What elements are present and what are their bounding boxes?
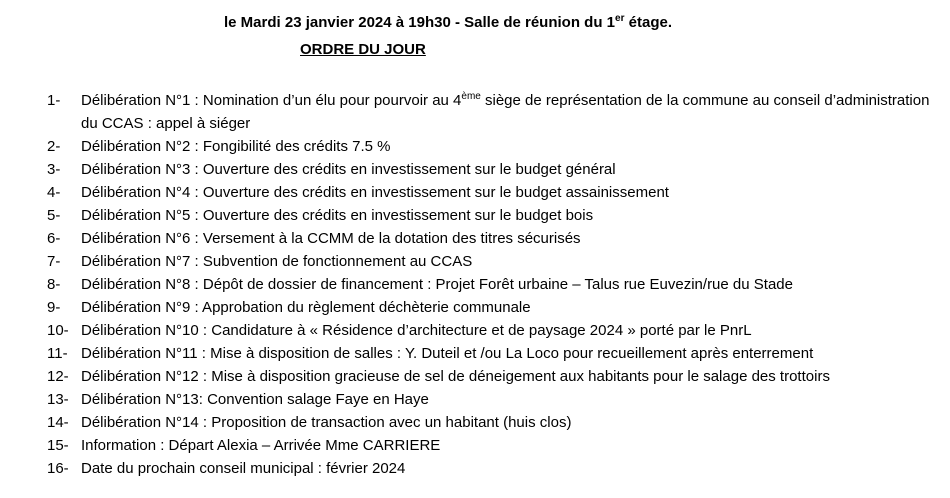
agenda-item-text: Délibération N°13: Convention salage Faye en Haye bbox=[81, 391, 429, 408]
agenda-item-text: Date du prochain conseil municipal : février 2024 bbox=[81, 460, 406, 477]
agenda-item-text: Délibération N°8 : Dépôt de dossier de financement : Projet Forêt urbaine – Talus rue Euvezin/rue du Stade bbox=[81, 276, 793, 293]
agenda-item-number: 7- bbox=[47, 253, 61, 270]
agenda-item-text bbox=[81, 92, 929, 132]
agenda-item-number: 11- bbox=[47, 345, 68, 362]
agenda-item-number: 16- bbox=[47, 460, 69, 477]
agenda-item-number: 3- bbox=[47, 161, 61, 178]
agenda-item-text: Délibération N°12 : Mise à disposition gracieuse de sel de déneigement aux habitants pour le salage des trottoirs bbox=[81, 368, 830, 385]
agenda-item-superscript: ème bbox=[461, 91, 481, 102]
agenda-item bbox=[0, 342, 950, 365]
agenda-item bbox=[0, 388, 950, 411]
meeting-line-superscript: er bbox=[615, 13, 625, 24]
agenda-item bbox=[0, 296, 950, 319]
agenda-item bbox=[0, 250, 950, 273]
agenda-item-number: 8- bbox=[47, 276, 61, 293]
agenda-list bbox=[0, 89, 950, 480]
agenda-item bbox=[0, 434, 950, 457]
agenda-item-text: Délibération N°3 : Ouverture des crédits en investissement sur le budget général bbox=[81, 161, 616, 178]
agenda-item bbox=[0, 411, 950, 434]
agenda-item bbox=[0, 273, 950, 296]
agenda-item bbox=[0, 158, 950, 181]
agenda-item-text: Délibération N°5 : Ouverture des crédits en investissement sur le budget bois bbox=[81, 207, 594, 224]
agenda-item bbox=[0, 227, 950, 250]
agenda-item-text: Délibération N°9 : Approbation du règlement déchèterie communale bbox=[81, 299, 531, 316]
agenda-item bbox=[0, 457, 950, 480]
agenda-item-number: 4- bbox=[47, 184, 61, 201]
agenda-item bbox=[0, 181, 950, 204]
agenda-item-number: 2- bbox=[47, 138, 61, 155]
meeting-header bbox=[0, 14, 950, 31]
agenda-item-text: Délibération N°14 : Proposition de transaction avec un habitant (huis clos) bbox=[81, 414, 572, 431]
agenda-item-text: Information : Départ Alexia – Arrivée Mme CARRIERE bbox=[81, 437, 441, 454]
agenda-item-text: Délibération N°7 : Subvention de fonctionnement au CCAS bbox=[81, 253, 473, 270]
agenda-item bbox=[0, 135, 950, 158]
agenda-item bbox=[0, 89, 950, 135]
agenda-item-text: Délibération N°2 : Fongibilité des crédits 7.5 % bbox=[81, 138, 391, 155]
meeting-line bbox=[224, 14, 672, 31]
agenda-item-text: Délibération N°6 : Versement à la CCMM de la dotation des titres sécurisés bbox=[81, 230, 581, 247]
agenda-item-number: 1- bbox=[47, 92, 61, 109]
agenda-title: ORDRE DU JOUR bbox=[300, 41, 426, 58]
agenda-item-number: 6- bbox=[47, 230, 61, 247]
agenda-item bbox=[0, 319, 950, 342]
agenda-item-number: 14- bbox=[47, 414, 69, 431]
agenda-item-text: Délibération N°4 : Ouverture des crédits en investissement sur le budget assainissement bbox=[81, 184, 669, 201]
agenda-item-text: Délibération N°10 : Candidature à « Résidence d’architecture et de paysage 2024 » porté par le PnrL bbox=[81, 322, 752, 339]
agenda-item bbox=[0, 365, 950, 388]
agenda-item-text-after: siège de représentation de la commune au conseil d’administration du CCAS : appel à siéger bbox=[81, 92, 930, 132]
agenda-item-number: 5- bbox=[47, 207, 61, 224]
agenda-item-number: 15- bbox=[47, 437, 69, 454]
meeting-line-end: étage. bbox=[624, 14, 672, 31]
meeting-line-main: le Mardi 23 janvier 2024 à 19h30 - Salle de réunion du 1 bbox=[224, 14, 616, 31]
agenda-item-text: Délibération N°11 : Mise à disposition de salles : Y. Duteil et /ou La Loco pour recueillement après enterrement bbox=[81, 345, 814, 362]
agenda-item-number: 12- bbox=[47, 368, 69, 385]
agenda-item-number: 9- bbox=[47, 299, 61, 316]
agenda-item-number: 13- bbox=[47, 391, 69, 408]
agenda-item bbox=[0, 204, 950, 227]
agenda-item-text-before: Délibération N°1 : Nomination d’un élu pour pourvoir au 4 bbox=[81, 92, 462, 109]
agenda-item-number: 10- bbox=[47, 322, 69, 339]
